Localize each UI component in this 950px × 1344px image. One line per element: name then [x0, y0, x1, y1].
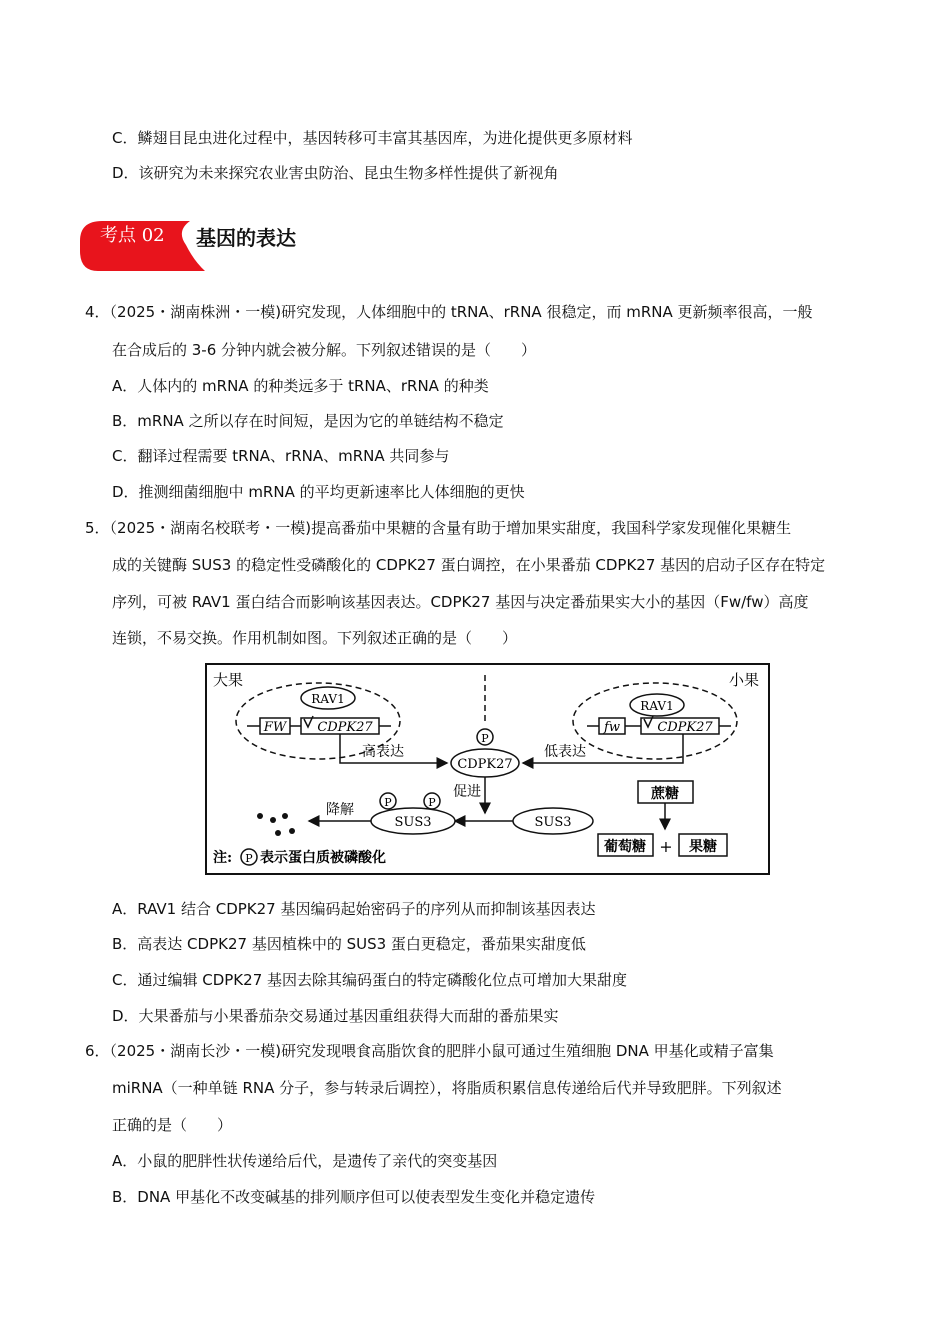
- q5-option-d: D．大果番茄与小果番茄杂交易通过基因重组获得大而甜的番茄果实: [112, 1007, 559, 1025]
- note-text: 表示蛋白质被磷酸化: [260, 850, 386, 866]
- sus3-right-label: SUS3: [534, 815, 572, 830]
- right-fw-label: fw: [604, 720, 620, 735]
- q4-option-b: B．mRNA 之所以存在时间短，是因为它的单链结构不稳定: [112, 412, 504, 430]
- sus3-left-label: SUS3: [394, 815, 432, 830]
- label-low-expression: 低表达: [544, 744, 586, 760]
- q4-option-a: A．人体内的 mRNA 的种类远多于 tRNA、rRNA 的种类: [112, 377, 489, 395]
- plus-sign: +: [659, 837, 673, 856]
- q4-option-d: D．推测细菌细胞中 mRNA 的平均更新速率比人体细胞的更快: [112, 483, 525, 501]
- q5-option-c: C．通过编辑 CDPK27 基因去除其编码蛋白的特定磷酸化位点可增加大果甜度: [112, 971, 628, 989]
- svg-text:P: P: [481, 732, 489, 745]
- q6-option-a: A．小鼠的肥胖性状传递给后代，是遗传了亲代的突变基因: [112, 1152, 498, 1170]
- q5-stem-line-2: 成的关键酶 SUS3 的稳定性受磷酸化的 CDPK27 蛋白调控，在小果番茄 CDPK27 基因的启动子区存在特定: [112, 556, 826, 574]
- cdpk27-protein-label: CDPK27: [457, 757, 513, 772]
- label-big-fruit: 大果: [213, 671, 244, 689]
- q4-option-c: C．翻译过程需要 tRNA、rRNA、mRNA 共同参与: [112, 447, 450, 465]
- q5-stem-line-1: 5．（2025・湖南名校联考・一模)提高番茄中果糖的含量有助于增加果实甜度，我国科学家发现催化果糖生: [85, 519, 792, 537]
- q6-stem-line-2: miRNA（一种单链 RNA 分子，参与转录后调控），将脂质积累信息传递给后代并导致肥胖。下列叙述: [112, 1079, 782, 1097]
- q4-stem-line-2: 在合成后的 3-6 分钟内就会被分解。下列叙述错误的是（ ）: [112, 341, 537, 359]
- q5-option-b: B．高表达 CDPK27 基因植株中的 SUS3 蛋白更稳定，番茄果实甜度低: [112, 935, 586, 953]
- label-promote: 促进: [453, 784, 481, 800]
- option-c: C．鳞翅目昆虫进化过程中，基因转移可丰富其基因库，为进化提供更多原材料: [112, 129, 633, 147]
- q5-stem-line-3: 序列，可被 RAV1 蛋白结合而影响该基因表达。CDPK27 基因与决定番茄果实大小的基因（Fw/fw）高度: [112, 593, 809, 611]
- left-rav1-label: RAV1: [311, 692, 345, 706]
- svg-text:P: P: [428, 796, 436, 809]
- right-rav1-label: RAV1: [640, 699, 674, 713]
- mechanism-figure: [205, 663, 770, 875]
- q6-stem-line-1: 6．（2025・湖南长沙・一模)研究发现喂食高脂饮食的肥胖小鼠可通过生殖细胞 DNA 甲基化或精子富集: [85, 1042, 774, 1060]
- svg-text:P: P: [384, 796, 392, 809]
- fructose-label: 果糖: [689, 839, 717, 855]
- q6-option-b: B．DNA 甲基化不改变碱基的排列顺序但可以使表型发生变化并稳定遗传: [112, 1188, 596, 1206]
- sucrose-label: 蔗糖: [651, 786, 679, 802]
- label-degrade: 降解: [326, 802, 354, 818]
- left-cdpk27-gene-label: CDPK27: [317, 720, 373, 735]
- svg-text:P: P: [245, 852, 253, 865]
- note-prefix: 注:: [213, 850, 233, 866]
- label-small-fruit: 小果: [729, 671, 760, 689]
- q4-stem-line-1: 4．（2025・湖南株洲・一模)研究发现，人体细胞中的 tRNA、rRNA 很稳定，而 mRNA 更新频率很高，一般: [85, 303, 813, 321]
- q5-stem-line-4: 连锁，不易交换。作用机制如图。下列叙述正确的是（ ）: [112, 629, 518, 647]
- left-fw-label: FW: [263, 720, 287, 735]
- label-high-expression: 高表达: [362, 744, 404, 760]
- option-d: D．该研究为未来探究农业害虫防治、昆虫生物多样性提供了新视角: [112, 164, 559, 182]
- glucose-label: 葡萄糖: [604, 839, 646, 855]
- q5-option-a: A．RAV1 结合 CDPK27 基因编码起始密码子的序列从而抑制该基因表达: [112, 900, 596, 918]
- q6-stem-line-3: 正确的是（ ）: [112, 1116, 233, 1134]
- section-badge-label: 考点 02: [100, 225, 165, 246]
- section-title: 基因的表达: [196, 226, 296, 250]
- right-cdpk27-gene-label: CDPK27: [657, 720, 713, 735]
